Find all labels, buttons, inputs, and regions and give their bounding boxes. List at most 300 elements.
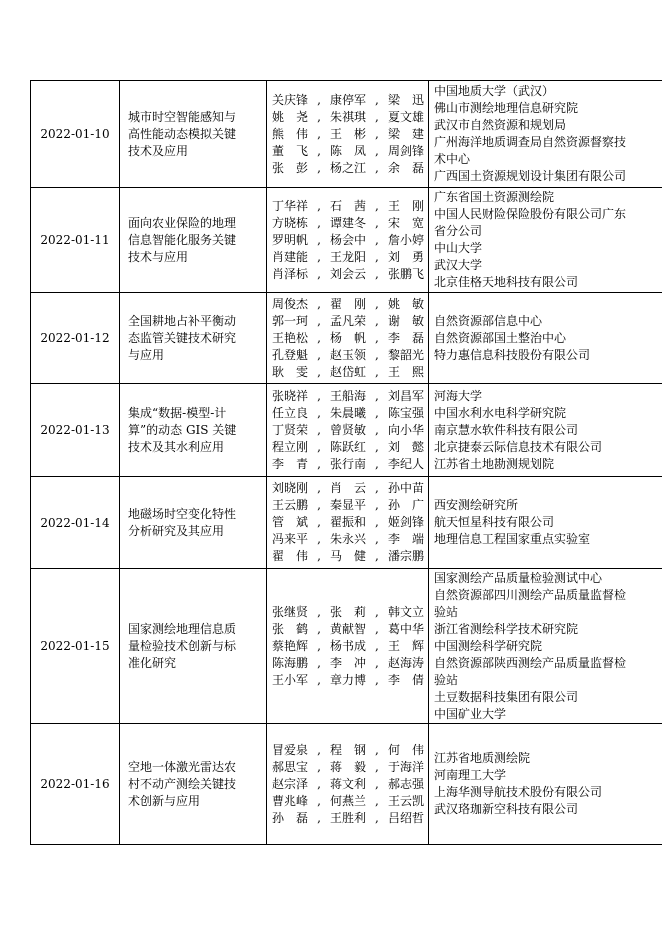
person-name: 马 健 (329, 549, 366, 563)
name-separator: , (317, 604, 321, 619)
person-name: 曹兆峰 (272, 793, 309, 808)
project-name-cell (120, 477, 267, 569)
name-separator: , (317, 296, 321, 311)
project-id-cell (31, 188, 120, 293)
person-name: 郭一珂 (272, 313, 309, 328)
unit-line: 特力惠信息科技股份有限公司 (434, 347, 591, 362)
project-name-line: 量检验技术创新与标 (128, 638, 237, 653)
person-name: 刘会云 (329, 266, 366, 281)
person-name: 孙 磊 (272, 810, 309, 825)
person-name: 杨书成 (329, 638, 366, 653)
people-line (272, 364, 424, 381)
person-name: 关庆锋 (272, 92, 309, 107)
person-name: 陈 凤 (329, 143, 366, 158)
award-table-body (31, 81, 662, 845)
name-separator: , (317, 347, 321, 362)
name-separator: , (317, 481, 321, 495)
person-name: 葛中华 (387, 621, 424, 636)
people-line (272, 604, 424, 621)
person-name: 姚 敏 (387, 296, 424, 311)
name-separator: , (375, 621, 379, 636)
person-name: 李 冲 (329, 655, 366, 670)
project-name-line: 与应用 (128, 347, 165, 362)
people-line (272, 497, 424, 514)
project-name-line: 技术及其水利应用 (128, 439, 225, 454)
name-separator: , (317, 388, 321, 403)
people-line (272, 480, 424, 497)
person-name: 丁华祥 (272, 198, 309, 213)
person-name: 李 端 (387, 532, 424, 546)
people-line (272, 621, 424, 638)
unit-line: 术中心 (434, 152, 471, 166)
name-separator: , (375, 92, 379, 107)
units-cell (429, 384, 662, 477)
person-name: 朱祺琪 (329, 109, 366, 124)
project-id: 2022-01-13 (40, 423, 110, 437)
person-name: 孙 广 (387, 498, 424, 512)
name-separator: , (317, 759, 321, 774)
unit-line: 验站 (434, 604, 459, 619)
people-line (272, 776, 424, 793)
people-line (272, 638, 424, 655)
project-id: 2022-01-10 (40, 127, 110, 141)
person-name: 方晓栋 (272, 215, 309, 230)
table-row (31, 724, 662, 845)
name-separator: , (317, 810, 321, 825)
unit-line: 河南理工大学 (434, 768, 507, 782)
project-id-cell (31, 81, 120, 188)
people-line (272, 232, 424, 249)
unit-line: 中国水利水电科学研究院 (434, 405, 567, 420)
award-table (30, 80, 662, 845)
person-name: 王 彬 (329, 126, 366, 141)
units-cell (429, 569, 662, 724)
person-name: 张 彭 (272, 160, 309, 175)
unit-line: 土豆数据科技集团有限公司 (434, 689, 579, 704)
person-name: 谭建冬 (329, 215, 366, 230)
people-line (272, 759, 424, 776)
name-separator: , (317, 364, 321, 379)
person-name: 王艳松 (272, 330, 309, 345)
person-name: 张继贤 (272, 604, 309, 619)
people-line (272, 347, 424, 364)
table-row (31, 569, 662, 724)
project-id: 2022-01-11 (40, 233, 110, 247)
person-name: 黄献智 (329, 621, 366, 636)
name-separator: , (375, 232, 379, 247)
person-name: 潘宗鹏 (387, 549, 424, 563)
person-name: 杨 帆 (329, 330, 366, 345)
unit-line: 武汉市自然资源和规划局 (434, 118, 567, 132)
person-name: 肖 云 (329, 481, 366, 495)
unit-line: 中国地质大学（武汉） (434, 84, 555, 98)
person-name: 郝志强 (387, 776, 424, 791)
person-name: 周俊杰 (272, 296, 309, 311)
person-name: 董 飞 (272, 143, 309, 158)
person-name: 王胜利 (329, 810, 366, 825)
table-row (31, 81, 662, 188)
people-line (272, 388, 424, 405)
unit-line: 自然资源部信息中心 (434, 313, 543, 328)
name-separator: , (375, 776, 379, 791)
person-name: 李 青 (272, 456, 309, 471)
people-line (272, 126, 424, 143)
name-separator: , (375, 439, 379, 454)
name-separator: , (317, 405, 321, 420)
person-name: 姚 尧 (272, 109, 309, 124)
people-line (272, 531, 424, 548)
person-name: 赵海涛 (387, 655, 424, 670)
unit-line: 江苏省土地勘测规划院 (434, 456, 555, 471)
unit-line: 中国人民财险保险股份有限公司广东 (434, 207, 627, 221)
person-name: 赵宗泽 (272, 776, 309, 791)
people-line (272, 143, 424, 160)
person-name: 夏文雄 (387, 109, 424, 124)
people-line (272, 266, 424, 283)
name-separator: , (375, 498, 379, 512)
project-name-line: 地磁场时空变化特性 (128, 506, 237, 521)
project-name-line: 技术及应用 (128, 143, 189, 158)
unit-line: 江苏省地质测绘院 (434, 751, 531, 765)
project-id: 2022-01-16 (40, 777, 110, 791)
project-name-line: 高性能动态模拟关键 (128, 126, 237, 141)
name-separator: , (375, 215, 379, 230)
people-line (272, 160, 424, 177)
name-separator: , (317, 742, 321, 757)
project-name-cell (120, 724, 267, 845)
name-separator: , (375, 109, 379, 124)
name-separator: , (317, 266, 321, 281)
unit-line: 航天恒星科技有限公司 (434, 515, 555, 529)
person-name: 耿 雯 (272, 364, 309, 379)
people-line (272, 742, 424, 759)
person-name: 孔登魁 (272, 347, 309, 362)
name-separator: , (375, 549, 379, 563)
people-line (272, 439, 424, 456)
project-name-line: 技术与应用 (128, 249, 189, 264)
person-name: 王 辉 (387, 638, 424, 653)
people-line (272, 313, 424, 330)
name-separator: , (317, 422, 321, 437)
unit-line: 南京慧水软件科技有限公司 (434, 422, 579, 437)
project-name-line: 城市时空智能感知与 (128, 109, 237, 124)
person-name: 周剑锋 (387, 143, 424, 158)
unit-line: 广西国土资源规划设计集团有限公司 (434, 169, 627, 183)
name-separator: , (375, 456, 379, 471)
person-name: 陈宝强 (387, 405, 424, 420)
people-line (272, 514, 424, 531)
name-separator: , (317, 515, 321, 529)
project-name-line: 村不动产测绘关键技 (128, 776, 237, 791)
person-name: 郝思宝 (272, 759, 309, 774)
unit-line: 河海大学 (434, 388, 483, 403)
person-name: 吕绍哲 (387, 810, 424, 825)
project-name-cell (120, 293, 267, 384)
table-row (31, 384, 662, 477)
name-separator: , (375, 655, 379, 670)
person-name: 孙中苗 (387, 481, 424, 495)
person-name: 张 莉 (329, 604, 366, 619)
people-line (272, 198, 424, 215)
person-name: 于海洋 (387, 759, 424, 774)
table-row (31, 477, 662, 569)
name-separator: , (375, 793, 379, 808)
person-name: 石 茜 (329, 198, 366, 213)
name-separator: , (375, 422, 379, 437)
person-name: 刘 勇 (387, 249, 424, 264)
name-separator: , (317, 330, 321, 345)
person-name: 肖建能 (272, 249, 309, 264)
units-cell (429, 81, 662, 188)
people-line (272, 655, 424, 672)
unit-line: 自然资源部四川测绘产品质量监督检 (434, 587, 627, 602)
person-name: 谢 敏 (387, 313, 424, 328)
units-cell (429, 477, 662, 569)
people-line (272, 672, 424, 689)
person-name: 秦显平 (329, 498, 366, 512)
people-line (272, 296, 424, 313)
name-separator: , (317, 439, 321, 454)
people-line (272, 405, 424, 422)
project-name-cell (120, 188, 267, 293)
people-cell (267, 724, 429, 845)
person-name: 冒爱泉 (272, 742, 309, 757)
person-name: 蒋文利 (329, 776, 366, 791)
name-separator: , (375, 515, 379, 529)
person-name: 王云凯 (387, 793, 424, 808)
person-name: 姬剑锋 (387, 515, 424, 529)
name-separator: , (375, 638, 379, 653)
unit-line: 中国测绘科学研究院 (434, 638, 543, 653)
people-line (272, 810, 424, 827)
people-cell (267, 477, 429, 569)
table-row (31, 293, 662, 384)
name-separator: , (317, 655, 321, 670)
person-name: 翟 伟 (272, 549, 309, 563)
person-name: 任立良 (272, 405, 309, 420)
name-separator: , (375, 759, 379, 774)
project-id-cell (31, 724, 120, 845)
name-separator: , (375, 347, 379, 362)
person-name: 张晓祥 (272, 388, 309, 403)
project-name-line: 态监管关键技术研究 (128, 330, 237, 345)
name-separator: , (375, 388, 379, 403)
person-name: 黎韶光 (387, 347, 424, 362)
person-name: 李纪人 (387, 456, 424, 471)
unit-line: 中国矿业大学 (434, 706, 507, 721)
project-id: 2022-01-12 (40, 331, 110, 345)
units-cell (429, 293, 662, 384)
unit-line: 武汉大学 (434, 258, 483, 272)
people-line (272, 249, 424, 266)
unit-line: 国家测绘产品质量检验测试中心 (434, 570, 603, 585)
person-name: 程立刚 (272, 439, 309, 454)
name-separator: , (375, 249, 379, 264)
person-name: 熊 伟 (272, 126, 309, 141)
name-separator: , (317, 313, 321, 328)
project-name-line: 面向农业保险的地理 (128, 215, 237, 230)
person-name: 詹小婷 (387, 232, 424, 247)
person-name: 曾贤敏 (329, 422, 366, 437)
person-name: 翟 刚 (329, 296, 366, 311)
name-separator: , (375, 266, 379, 281)
person-name: 余 磊 (387, 160, 424, 175)
person-name: 程 钢 (329, 742, 366, 757)
unit-line: 上海华测导航技术股份有限公司 (434, 785, 603, 799)
person-name: 王小军 (272, 672, 309, 687)
person-name: 翟振和 (329, 515, 366, 529)
person-name: 陈跃红 (329, 439, 366, 454)
project-name-line: 集成“数据-模型-计 (128, 405, 227, 420)
person-name: 张鹏飞 (387, 266, 424, 281)
project-id-cell (31, 569, 120, 724)
unit-line: 地理信息工程国家重点实验室 (434, 532, 591, 546)
person-name: 张行南 (329, 456, 366, 471)
people-cell (267, 569, 429, 724)
people-cell (267, 81, 429, 188)
person-name: 赵岱虹 (329, 364, 366, 379)
person-name: 康停军 (329, 92, 366, 107)
person-name: 向小华 (387, 422, 424, 437)
project-id: 2022-01-15 (40, 639, 110, 653)
name-separator: , (375, 296, 379, 311)
name-separator: , (375, 405, 379, 420)
project-id: 2022-01-14 (40, 515, 110, 530)
units-cell (429, 724, 662, 845)
person-name: 蒋 毅 (329, 759, 366, 774)
name-separator: , (317, 672, 321, 687)
person-name: 刘昌军 (387, 388, 424, 403)
person-name: 赵玉领 (329, 347, 366, 362)
person-name: 杨之江 (329, 160, 366, 175)
person-name: 朱永兴 (329, 532, 366, 546)
name-separator: , (375, 532, 379, 546)
people-line (272, 215, 424, 232)
person-name: 冯来平 (272, 532, 309, 546)
unit-line: 浙江省测绘科学技术研究院 (434, 621, 579, 636)
person-name: 王 刚 (387, 198, 424, 213)
name-separator: , (375, 810, 379, 825)
person-name: 朱晨曦 (329, 405, 366, 420)
name-separator: , (317, 160, 321, 175)
people-line (272, 422, 424, 439)
project-id-cell (31, 384, 120, 477)
person-name: 李 磊 (387, 330, 424, 345)
people-line (272, 793, 424, 810)
project-name-cell (120, 569, 267, 724)
unit-line: 自然资源部陕西测绘产品质量监督检 (434, 655, 627, 670)
name-separator: , (375, 143, 379, 158)
unit-line: 武汉珞珈新空科技有限公司 (434, 802, 579, 816)
name-separator: , (317, 776, 321, 791)
name-separator: , (375, 160, 379, 175)
person-name: 刘 懿 (387, 439, 424, 454)
project-id-cell (31, 477, 120, 569)
people-cell (267, 293, 429, 384)
people-line (272, 109, 424, 126)
people-line (272, 330, 424, 347)
units-cell (429, 188, 662, 293)
name-separator: , (375, 604, 379, 619)
unit-line: 省分公司 (434, 224, 483, 238)
name-separator: , (317, 126, 321, 141)
person-name: 张 鹤 (272, 621, 309, 636)
person-name: 王龙阳 (329, 249, 366, 264)
person-name: 罗明帆 (272, 232, 309, 247)
project-id-cell (31, 293, 120, 384)
name-separator: , (317, 498, 321, 512)
name-separator: , (317, 549, 321, 563)
person-name: 宋 宽 (387, 215, 424, 230)
person-name: 梁 迅 (387, 92, 424, 107)
name-separator: , (375, 364, 379, 379)
unit-line: 自然资源部国土整治中心 (434, 330, 567, 345)
project-name-cell (120, 81, 267, 188)
name-separator: , (317, 456, 321, 471)
person-name: 何燕兰 (329, 793, 366, 808)
name-separator: , (375, 126, 379, 141)
person-name: 章力博 (329, 672, 366, 687)
unit-line: 佛山市测绘地理信息研究院 (434, 101, 579, 115)
person-name: 韩文立 (387, 604, 424, 619)
project-name-line: 空地一体激光雷达农 (128, 759, 237, 774)
project-name-line: 信息智能化服务关键 (128, 232, 237, 247)
name-separator: , (317, 109, 321, 124)
name-separator: , (317, 532, 321, 546)
project-name-line: 国家测绘地理信息质 (128, 621, 237, 636)
people-line (272, 548, 424, 565)
person-name: 孟凡荣 (329, 313, 366, 328)
unit-line: 广州海洋地质调查局自然资源督察技 (434, 135, 627, 149)
project-name-cell (120, 384, 267, 477)
unit-line: 广东省国土资源测绘院 (434, 190, 555, 204)
name-separator: , (317, 232, 321, 247)
name-separator: , (375, 330, 379, 345)
name-separator: , (375, 742, 379, 757)
person-name: 王 熙 (387, 364, 424, 379)
name-separator: , (317, 249, 321, 264)
name-separator: , (375, 313, 379, 328)
unit-line: 验站 (434, 672, 459, 687)
table-row (31, 188, 662, 293)
person-name: 蔡艳辉 (272, 638, 309, 653)
person-name: 肖泽标 (272, 266, 309, 281)
person-name: 梁 建 (387, 126, 424, 141)
people-cell (267, 188, 429, 293)
name-separator: , (317, 215, 321, 230)
unit-line: 北京捷泰云际信息技术有限公司 (434, 439, 603, 454)
unit-line: 西安测绘研究所 (434, 498, 519, 512)
name-separator: , (317, 143, 321, 158)
person-name: 杨会中 (329, 232, 366, 247)
name-separator: , (375, 481, 379, 495)
project-name-line: 准化研究 (128, 655, 177, 670)
name-separator: , (317, 793, 321, 808)
person-name: 王云鹏 (272, 498, 309, 512)
person-name: 王船海 (329, 388, 366, 403)
name-separator: , (375, 672, 379, 687)
people-cell (267, 384, 429, 477)
project-name-line: 术创新与应用 (128, 793, 201, 808)
project-name-line: 分析研究及其应用 (128, 523, 225, 538)
unit-line: 北京佳格天地科技有限公司 (434, 275, 579, 289)
unit-line: 中山大学 (434, 241, 483, 255)
people-line (272, 92, 424, 109)
name-separator: , (317, 92, 321, 107)
person-name: 陈海鹏 (272, 655, 309, 670)
name-separator: , (317, 621, 321, 636)
person-name: 李 倩 (387, 672, 424, 687)
